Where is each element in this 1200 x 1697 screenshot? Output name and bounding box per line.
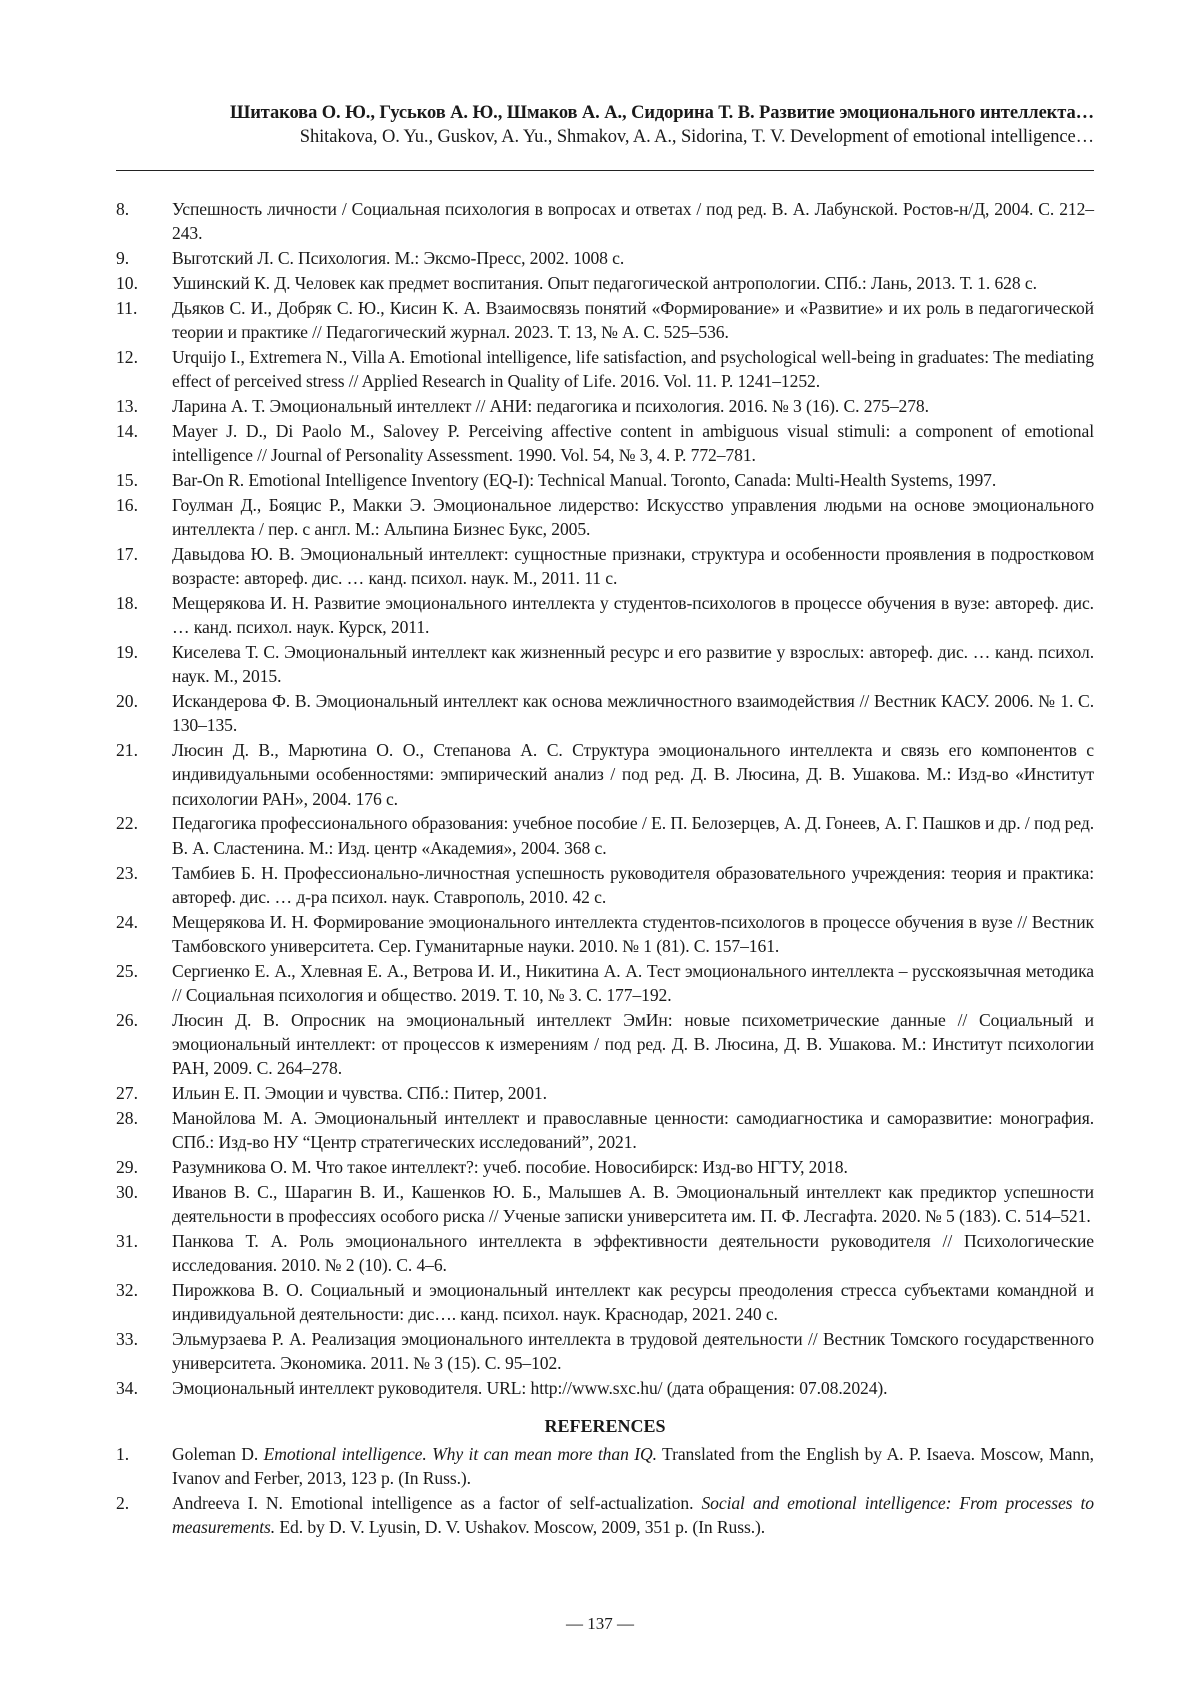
reference-text: Urquijo I., Extremera N., Villa A. Emotional intelligence, life satisfaction, and psychological well-being in graduates: The mediating effect of perceived stress // Applied Research in Quality of Life. 2016. Vol. 11. P. 1241–1252. <box>172 345 1094 394</box>
reference-item <box>116 345 1094 394</box>
reference-item <box>116 197 1094 246</box>
reference-item <box>116 1442 1094 1491</box>
reference-text: Искандерова Ф. В. Эмоциональный интеллект как основа межличностного взаимодействия // Вестник КАСУ. 2006. № 1. С. 130–135. <box>172 689 1094 738</box>
reference-number: 31. <box>116 1229 172 1278</box>
reference-number: 12. <box>116 345 172 394</box>
reference-text: Гоулман Д., Бояцис Р., Макки Э. Эмоциональное лидерство: Искусство управления людьми на основе эмоционального интеллекта / пер. с англ. М.: Альпина Бизнес Букс, 2005. <box>172 493 1094 542</box>
reference-number: 16. <box>116 493 172 542</box>
reference-number: 20. <box>116 689 172 738</box>
reference-number: 22. <box>116 811 172 860</box>
reference-text: Давыдова Ю. В. Эмоциональный интеллект: сущностные признаки, структура и особенности проявления в подростковом возрасте: автореф. дис. … канд. психол. наук. М., 2011. 11 с. <box>172 542 1094 591</box>
header-rule <box>116 170 1094 171</box>
reference-item <box>116 861 1094 910</box>
reference-number: 23. <box>116 861 172 910</box>
reference-item <box>116 1491 1094 1540</box>
reference-text: Bar-On R. Emotional Intelligence Inventory (EQ-I): Technical Manual. Toronto, Canada: Multi-Health Systems, 1997. <box>172 468 1094 492</box>
reference-list-en <box>116 1442 1094 1540</box>
reference-number: 10. <box>116 271 172 295</box>
reference-item <box>116 1106 1094 1155</box>
reference-number: 25. <box>116 959 172 1008</box>
reference-text: Ильин Е. П. Эмоции и чувства. СПб.: Питер, 2001. <box>172 1081 1094 1105</box>
running-head <box>116 101 1094 149</box>
reference-number: 13. <box>116 394 172 418</box>
reference-number: 2. <box>116 1491 172 1540</box>
reference-number: 17. <box>116 542 172 591</box>
reference-number: 18. <box>116 591 172 640</box>
running-head-ru: Шитакова О. Ю., Гуськов А. Ю., Шмаков А. А., Сидорина Т. В. Развитие эмоционального интеллекта… <box>116 101 1094 125</box>
reference-number: 26. <box>116 1008 172 1081</box>
reference-text: Мещерякова И. Н. Развитие эмоционального интеллекта у студентов-психологов в процессе обучения в вузе: автореф. дис. … канд. психол. наук. Курск, 2011. <box>172 591 1094 640</box>
running-head-en: Shitakova, O. Yu., Guskov, A. Yu., Shmakov, A. A., Sidorina, T. V. Development of emotional intelligence… <box>116 125 1094 149</box>
reference-text: Пирожкова В. О. Социальный и эмоциональный интеллект как ресурсы преодоления стресса субъектами командной и индивидуальной деятельности: дис…. канд. психол. наук. Краснодар, 2021. 240 с. <box>172 1278 1094 1327</box>
reference-text: Эмоциональный интеллект руководителя. URL: http://www.sxc.hu/ (дата обращения: 07.08.2024). <box>172 1376 1094 1400</box>
reference-item <box>116 689 1094 738</box>
journal-page <box>0 0 1200 1697</box>
page-number: — 137 — <box>0 1613 1200 1635</box>
reference-number: 19. <box>116 640 172 689</box>
reference-item <box>116 640 1094 689</box>
reference-item <box>116 959 1094 1008</box>
reference-item <box>116 1081 1094 1105</box>
reference-item <box>116 811 1094 860</box>
reference-text: Ларина А. Т. Эмоциональный интеллект // АНИ: педагогика и психология. 2016. № 3 (16). С. 275–278. <box>172 394 1094 418</box>
reference-item <box>116 591 1094 640</box>
reference-text <box>172 1491 1094 1540</box>
reference-number: 33. <box>116 1327 172 1376</box>
reference-number: 8. <box>116 197 172 246</box>
reference-item <box>116 1180 1094 1229</box>
reference-text: Иванов В. С., Шарагин В. И., Кашенков Ю. Б., Малышев А. В. Эмоциональный интеллект как предиктор успешности деятельности в профессиях особого риска // Ученые записки университета им. П. Ф. Лесгафта. 2020. № 5 (183). С. 514–521. <box>172 1180 1094 1229</box>
reference-number: 21. <box>116 738 172 811</box>
reference-item <box>116 542 1094 591</box>
reference-item <box>116 296 1094 345</box>
reference-item <box>116 394 1094 418</box>
reference-number: 14. <box>116 419 172 468</box>
reference-text-plain: Translated from the English by A. P. Isaeva. Moscow, Mann, Ivanov and Ferber, 2013, 123 p. (In Russ.). <box>172 1444 1094 1488</box>
reference-number: 15. <box>116 468 172 492</box>
reference-text: Тамбиев Б. Н. Профессионально-личностная успешность руководителя образовательного учреждения: теория и практика: автореф. дис. … д-ра психол. наук. Ставрополь, 2010. 42 с. <box>172 861 1094 910</box>
reference-text: Люсин Д. В. Опросник на эмоциональный интеллект ЭмИн: новые психометрические данные // Социальный и эмоциональный интеллект: от процессов к измерениям / под ред. Д. В. Люсина, Д. В. Ушакова. М.: Институт психологии РАН, 2009. С. 264–278. <box>172 1008 1094 1081</box>
reference-number: 34. <box>116 1376 172 1400</box>
reference-text-plain: Ed. by D. V. Lyusin, D. V. Ushakov. Moscow, 2009, 351 p. (In Russ.). <box>275 1517 765 1537</box>
reference-item <box>116 1008 1094 1081</box>
reference-text-plain: Andreeva I. N. Emotional intelligence as a factor of self-actualization. <box>172 1493 701 1513</box>
reference-number: 1. <box>116 1442 172 1491</box>
reference-item <box>116 468 1094 492</box>
reference-text: Выготский Л. С. Психология. М.: Эксмо-Пресс, 2002. 1008 с. <box>172 246 1094 270</box>
reference-item <box>116 738 1094 811</box>
reference-number: 27. <box>116 1081 172 1105</box>
reference-title-italic: Emotional intelligence. Why it can mean more than IQ. <box>264 1444 657 1464</box>
reference-text-plain: Goleman D. <box>172 1444 264 1464</box>
reference-item <box>116 246 1094 270</box>
reference-item <box>116 271 1094 295</box>
reference-text: Mayer J. D., Di Paolo M., Salovey P. Perceiving affective content in ambiguous visual stimuli: a component of emotional intelligence // Journal of Personality Assessment. 1990. Vol. 54, № 3, 4. P. 772–781. <box>172 419 1094 468</box>
reference-title-italic: Social and emotional intelligence: From processes to measurements. <box>172 1493 1094 1537</box>
reference-text: Эльмурзаева Р. А. Реализация эмоционального интеллекта в трудовой деятельности // Вестник Томского государственного университета. Экономика. 2011. № 3 (15). С. 95–102. <box>172 1327 1094 1376</box>
reference-number: 28. <box>116 1106 172 1155</box>
reference-text: Панкова Т. А. Роль эмоционального интеллекта в эффективности деятельности руководителя // Психологические исследования. 2010. № 2 (10). С. 4–6. <box>172 1229 1094 1278</box>
reference-number: 24. <box>116 910 172 959</box>
reference-item <box>116 493 1094 542</box>
reference-text: Успешность личности / Социальная психология в вопросах и ответах / под ред. В. А. Лабунской. Ростов-н/Д, 2004. С. 212–243. <box>172 197 1094 246</box>
reference-text: Ушинский К. Д. Человек как предмет воспитания. Опыт педагогической антропологии. СПб.: Лань, 2013. Т. 1. 628 с. <box>172 271 1094 295</box>
reference-number: 29. <box>116 1155 172 1179</box>
reference-list <box>116 197 1094 1540</box>
reference-number: 32. <box>116 1278 172 1327</box>
references-heading: REFERENCES <box>116 1414 1094 1438</box>
reference-item <box>116 1327 1094 1376</box>
reference-text: Дьяков С. И., Добряк С. Ю., Кисин К. А. Взаимосвязь понятий «Формирование» и «Развитие» и их роль в педагогической теории и практике // Педагогический журнал. 2023. Т. 13, № А. С. 525–536. <box>172 296 1094 345</box>
reference-number: 30. <box>116 1180 172 1229</box>
reference-text: Люсин Д. В., Марютина О. О., Степанова А. С. Структура эмоционального интеллекта и связь его компонентов с индивидуальными особенностями: эмпирический анализ / под ред. Д. В. Люсина, Д. В. Ушакова. М.: Изд-во «Институт психологии РАН», 2004. 176 с. <box>172 738 1094 811</box>
reference-item <box>116 910 1094 959</box>
reference-text: Разумникова О. М. Что такое интеллект?: учеб. пособие. Новосибирск: Изд-во НГТУ, 2018. <box>172 1155 1094 1179</box>
reference-item <box>116 419 1094 468</box>
reference-text <box>172 1442 1094 1491</box>
reference-item <box>116 1229 1094 1278</box>
reference-text: Педагогика профессионального образования: учебное пособие / Е. П. Белозерцев, А. Д. Гонеев, А. Г. Пашков и др. / под ред. В. А. Сластенина. М.: Изд. центр «Академия», 2004. 368 с. <box>172 811 1094 860</box>
reference-text: Киселева Т. С. Эмоциональный интеллект как жизненный ресурс и его развитие у взрослых: автореф. дис. … канд. психол. наук. М., 2015. <box>172 640 1094 689</box>
reference-text: Сергиенко Е. А., Хлевная Е. А., Ветрова И. И., Никитина А. А. Тест эмоционального интеллекта – русскоязычная методика // Социальная психология и общество. 2019. Т. 10, № 3. С. 177–192. <box>172 959 1094 1008</box>
reference-number: 11. <box>116 296 172 345</box>
reference-item <box>116 1155 1094 1179</box>
reference-text: Манойлова М. А. Эмоциональный интеллект и православные ценности: самодиагностика и саморазвитие: монография. СПб.: Изд-во НУ “Центр стратегических исследований”, 2021. <box>172 1106 1094 1155</box>
reference-list-ru <box>116 197 1094 1401</box>
reference-item <box>116 1278 1094 1327</box>
reference-number: 9. <box>116 246 172 270</box>
reference-item <box>116 1376 1094 1400</box>
reference-text: Мещерякова И. Н. Формирование эмоционального интеллекта студентов-психологов в процессе обучения в вузе // Вестник Тамбовского университета. Сер. Гуманитарные науки. 2010. № 1 (81). С. 157–161. <box>172 910 1094 959</box>
